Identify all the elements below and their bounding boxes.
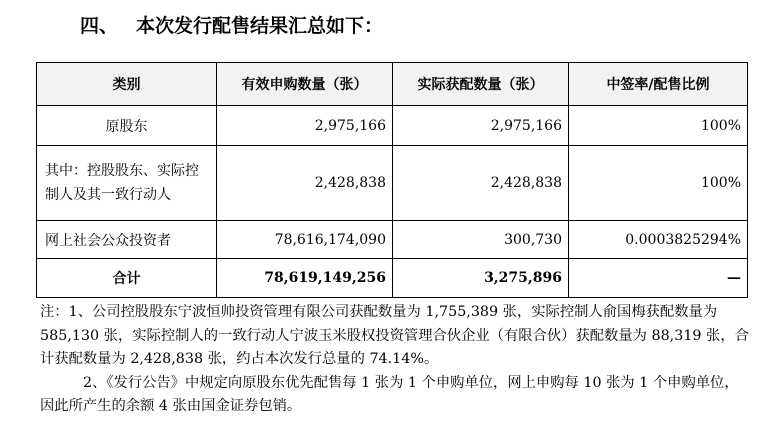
row-allotment-ratio: 100% [569, 106, 748, 146]
row-valid-subscription: 78,616,174,090 [217, 221, 393, 259]
header-actual-allotment: 实际获配数量（张） [393, 63, 569, 106]
row-category: 其中：控股股东、实际控制人及其一致行动人 [37, 146, 217, 221]
total-allotment-ratio: — [569, 259, 748, 298]
note-1: 注：1、公司控股股东宁波恒帅投资管理有限公司获配数量为 1,755,389 张，实际控制人俞国梅获配数量为 585,130 张，实际控制人的一致行动人宁波玉米股权投资管理合伙企业（有限合伙）获配数量为 88,319 张，合计获配数量为 2,428,838 张，约占本次发行总量的 74.14%。 [40, 304, 749, 367]
total-valid-subscription: 78,619,149,256 [217, 259, 393, 298]
row-category: 网上社会公众投资者 [37, 221, 217, 259]
row-allotment-ratio: 100% [569, 146, 748, 221]
row-valid-subscription: 2,428,838 [217, 146, 393, 221]
note-2: 2、《发行公告》中规定向原股东优先配售每 1 张为 1 个申购单位，网上申购每 10 张为 1 个申购单位，因此所产生的余额 4 张由国金证券包销。 [40, 374, 739, 414]
row-actual-allotment: 300,730 [393, 221, 569, 259]
notes [40, 301, 752, 419]
section-title: 本次发行配售结果汇总如下： [136, 15, 384, 37]
allotment-result-table [36, 62, 748, 298]
table-row [37, 106, 748, 146]
table-row [37, 221, 748, 259]
row-valid-subscription: 2,975,166 [217, 106, 393, 146]
total-label: 合计 [37, 259, 217, 298]
row-actual-allotment: 2,975,166 [393, 106, 569, 146]
total-actual-allotment: 3,275,896 [393, 259, 569, 298]
row-actual-allotment: 2,428,838 [393, 146, 569, 221]
table-header-row [37, 63, 748, 106]
header-category: 类别 [37, 63, 217, 106]
row-allotment-ratio: 0.0003825294% [569, 221, 748, 259]
table-row [37, 146, 748, 221]
row-category: 原股东 [37, 106, 217, 146]
header-valid-subscription: 有效申购数量（张） [217, 63, 393, 106]
header-allotment-ratio: 中签率/配售比例 [569, 63, 748, 106]
section-heading [80, 4, 383, 48]
section-number: 四、 [80, 15, 119, 37]
total-row [37, 259, 748, 298]
